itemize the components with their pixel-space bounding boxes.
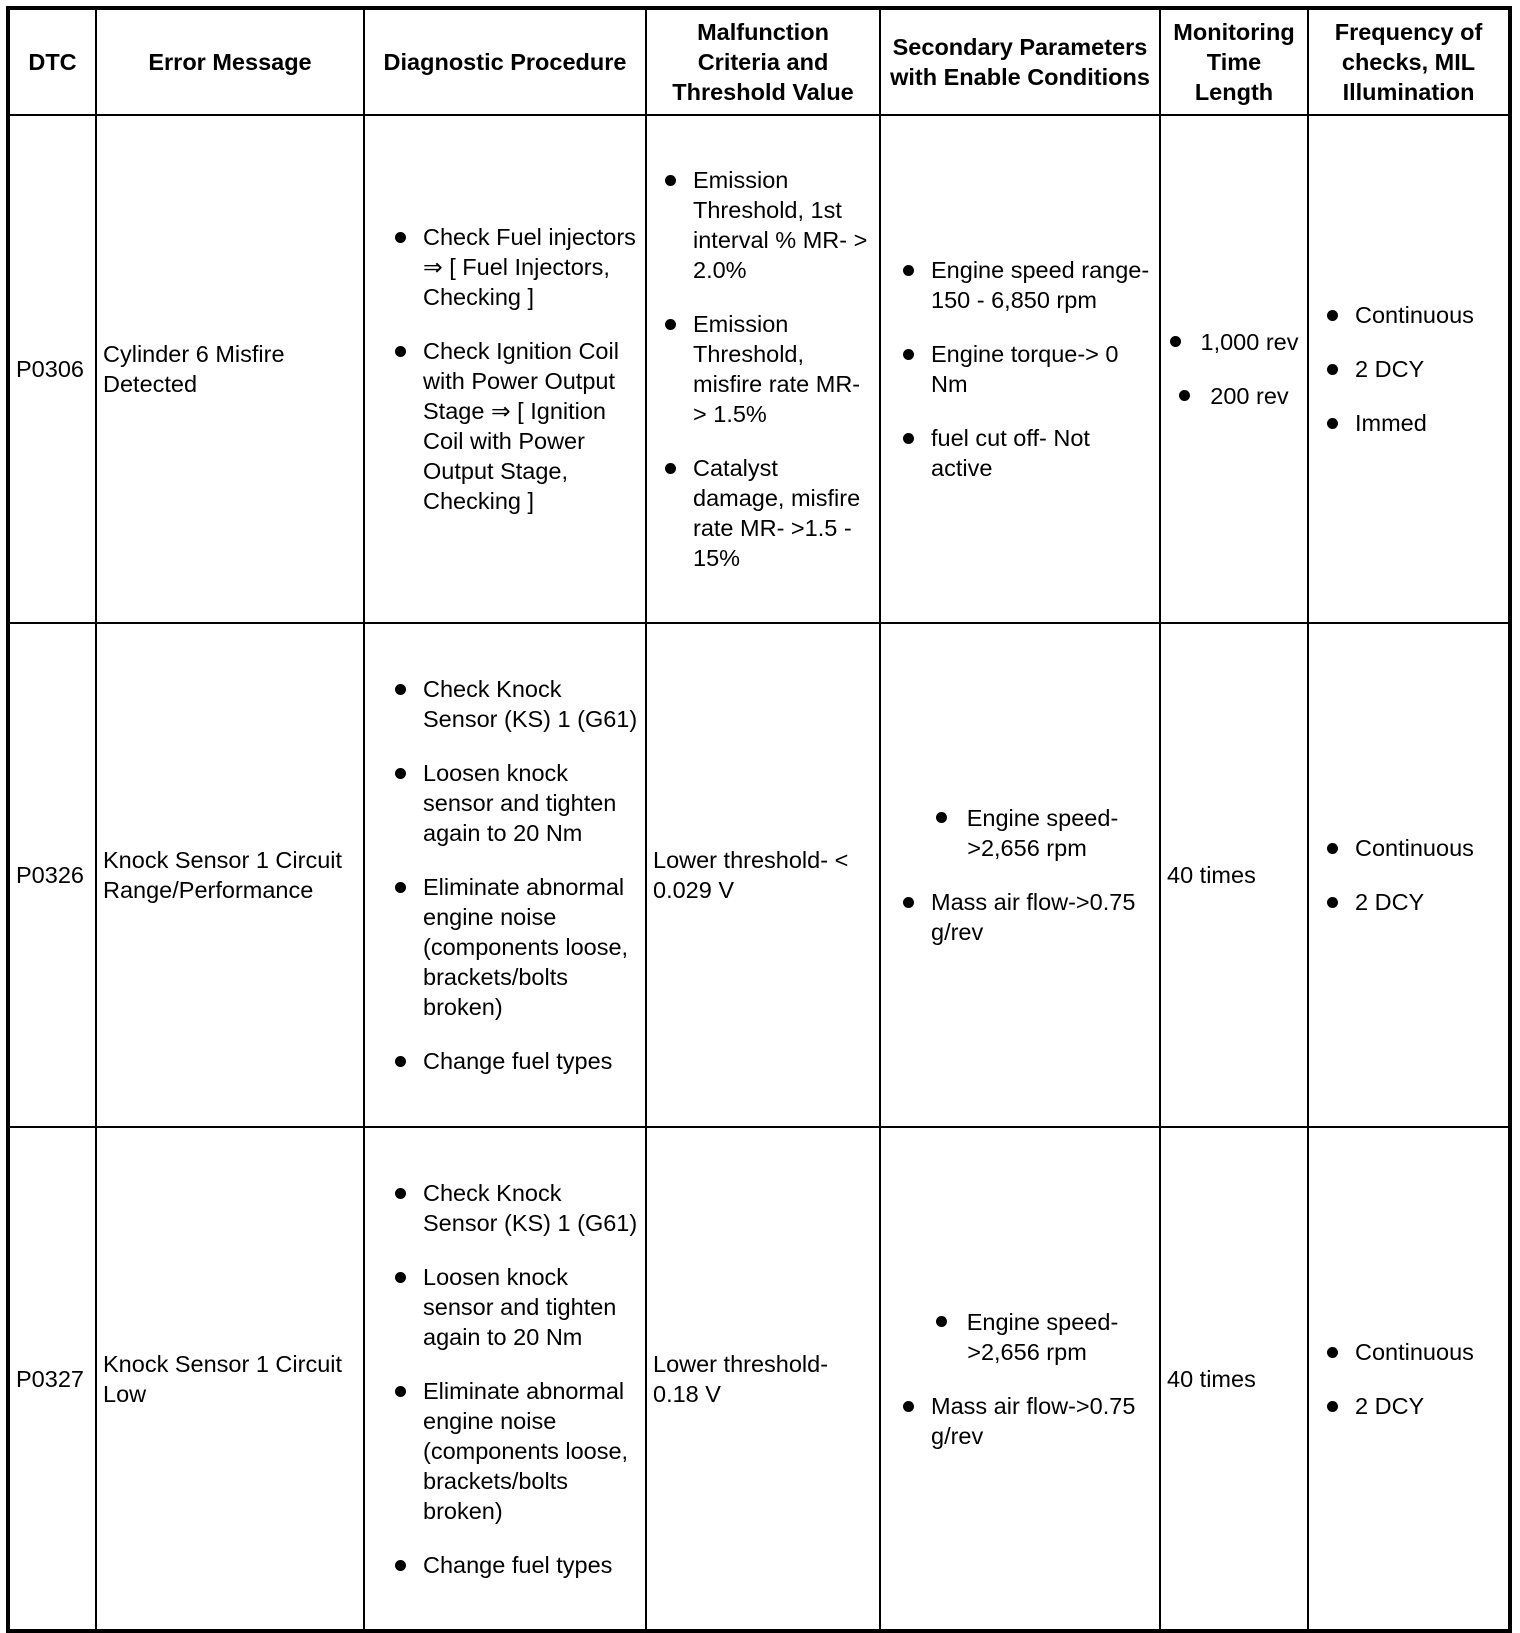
procedure-item: Change fuel types (393, 1550, 639, 1580)
header-secondary-parameters: Secondary Parameters with Enable Conditions (880, 8, 1160, 115)
frequency-item: Immed (1325, 408, 1502, 438)
malfunction-criteria (646, 115, 880, 623)
header-malfunction-criteria: Malfunction Criteria and Threshold Value (646, 8, 880, 115)
header-monitoring-time: Monitoring Time Length (1160, 8, 1308, 115)
secondary-item: Engine speed->2,656 rpm (966, 805, 1119, 861)
error-message: Cylinder 6 Misfire Detected (96, 115, 364, 623)
dtc-code: P0327 (8, 1127, 96, 1631)
bullet-icon (936, 1316, 947, 1327)
procedure-item: Eliminate abnormal engine noise (components loose, brackets/bolts broken) (393, 872, 639, 1022)
diagnostic-procedure (364, 623, 646, 1127)
procedure-item: Check Knock Sensor (KS) 1 (G61) (393, 1178, 639, 1238)
diagnostic-procedure (364, 1127, 646, 1631)
dtc-code: P0326 (8, 623, 96, 1127)
criteria-item: Emission Threshold, 1st interval % MR- > 2.0% (663, 165, 873, 285)
secondary-parameters (880, 115, 1160, 623)
secondary-item: Engine speed range- 150 - 6,850 rpm (901, 255, 1153, 315)
procedure-item: Loosen knock sensor and tighten again to 20 Nm (393, 758, 639, 848)
bullet-icon (1170, 336, 1181, 347)
secondary-item: Engine speed->2,656 rpm (966, 1308, 1119, 1365)
secondary-item: Engine torque-> 0 Nm (901, 339, 1153, 399)
table-row (8, 1127, 1510, 1631)
malfunction-criteria: Lower threshold- < 0.029 V (646, 623, 880, 1127)
frequency-item: Continuous (1325, 1337, 1502, 1367)
criteria-item: Catalyst damage, misfire rate MR- >1.5 - 15% (663, 453, 873, 573)
secondary-item: Mass air flow->0.75 g/rev (901, 1391, 1153, 1451)
procedure-item: Eliminate abnormal engine noise (components loose, brackets/bolts broken) (393, 1376, 639, 1526)
frequency-item: 2 DCY (1325, 887, 1502, 917)
diagnostic-procedure (364, 115, 646, 623)
frequency-item: 2 DCY (1325, 354, 1502, 384)
monitoring-time (1160, 115, 1308, 623)
malfunction-criteria: Lower threshold- 0.18 V (646, 1127, 880, 1631)
bullet-icon (936, 812, 947, 823)
monitoring-item: 1,000 rev (1200, 329, 1299, 355)
procedure-item: Loosen knock sensor and tighten again to 20 Nm (393, 1262, 639, 1352)
table-row (8, 623, 1510, 1127)
dtc-table (6, 6, 1512, 1633)
procedure-item: Check Fuel injectors ⇒ [ Fuel Injectors, Checking ] (393, 222, 639, 312)
header-error-message: Error Message (96, 8, 364, 115)
header-diagnostic-procedure: Diagnostic Procedure (364, 8, 646, 115)
frequency-item: Continuous (1325, 300, 1502, 330)
frequency (1308, 1127, 1510, 1631)
procedure-item: Check Knock Sensor (KS) 1 (G61) (393, 674, 639, 734)
error-message: Knock Sensor 1 Circuit Range/Performance (96, 623, 364, 1127)
secondary-item: Mass air flow->0.75 g/rev (901, 887, 1153, 947)
table-row (8, 115, 1510, 623)
procedure-item: Check Ignition Coil with Power Output Stage ⇒ [ Ignition Coil with Power Output Stage, Checking ] (393, 336, 639, 516)
header-row (8, 8, 1510, 115)
bullet-icon (1179, 390, 1190, 401)
frequency (1308, 115, 1510, 623)
frequency-item: Continuous (1325, 833, 1502, 863)
dtc-code: P0306 (8, 115, 96, 623)
frequency (1308, 623, 1510, 1127)
criteria-item: Emission Threshold, misfire rate MR- > 1.5% (663, 309, 873, 429)
header-dtc: DTC (8, 8, 96, 115)
header-frequency: Frequency of checks, MIL Illumination (1308, 8, 1510, 115)
frequency-item: 2 DCY (1325, 1391, 1502, 1421)
error-message: Knock Sensor 1 Circuit Low (96, 1127, 364, 1631)
monitoring-item: 200 rev (1210, 383, 1289, 409)
secondary-parameters (880, 623, 1160, 1127)
monitoring-time: 40 times (1160, 623, 1308, 1127)
secondary-parameters (880, 1127, 1160, 1631)
procedure-item: Change fuel types (393, 1046, 639, 1076)
secondary-item: fuel cut off- Not active (901, 423, 1153, 483)
monitoring-time: 40 times (1160, 1127, 1308, 1631)
